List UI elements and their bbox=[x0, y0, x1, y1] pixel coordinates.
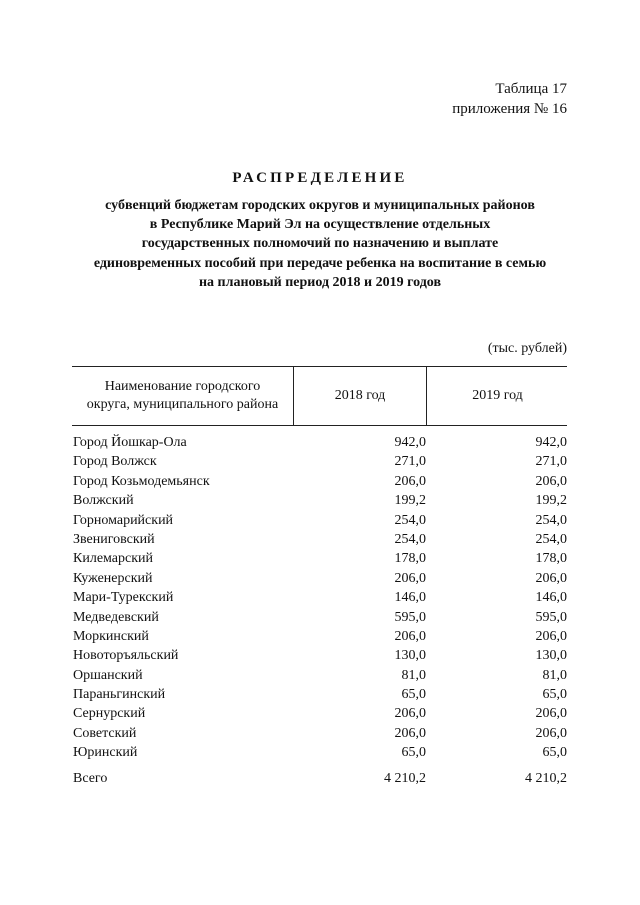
value-2019: 206,0 bbox=[535, 706, 567, 722]
district-name: Сернурский bbox=[73, 706, 146, 722]
value-2019: 254,0 bbox=[535, 531, 567, 547]
value-2018: 595,0 bbox=[394, 609, 426, 625]
appendix-reference bbox=[452, 79, 567, 119]
value-2019: 254,0 bbox=[535, 512, 567, 528]
district-name: Моркинский bbox=[73, 628, 149, 644]
value-2018: 206,0 bbox=[394, 473, 426, 489]
value-2018: 206,0 bbox=[394, 706, 426, 722]
column-header-2019: 2019 год bbox=[472, 388, 523, 403]
subtitle-line: субвенций бюджетам городских округов и муниципальных районов bbox=[105, 198, 535, 213]
district-name: Советский bbox=[73, 725, 137, 741]
district-name: Мари-Турекский bbox=[73, 590, 174, 606]
value-2019: 206,0 bbox=[535, 570, 567, 586]
district-name: Горномарийский bbox=[73, 512, 174, 528]
column-header-name-line2: округа, муниципального района bbox=[86, 397, 279, 412]
total-2019: 4 210,2 bbox=[525, 770, 567, 786]
district-name: Медведевский bbox=[73, 609, 159, 625]
value-2018: 206,0 bbox=[394, 628, 426, 644]
value-2018: 254,0 bbox=[394, 512, 426, 528]
district-name: Оршанский bbox=[73, 667, 143, 683]
table-row bbox=[72, 627, 567, 646]
total-label: Всего bbox=[73, 770, 108, 786]
table-row bbox=[72, 666, 567, 685]
value-2018: 942,0 bbox=[394, 435, 426, 450]
district-name: Куженерский bbox=[73, 570, 153, 586]
table-row bbox=[72, 472, 567, 491]
column-header-name bbox=[72, 367, 294, 425]
subtitle-line: государственных полномочий по назначению и выплате bbox=[141, 236, 499, 252]
district-name: Параньгинский bbox=[73, 687, 166, 703]
table-header bbox=[72, 366, 567, 426]
district-name: Город Йошкар-Ола bbox=[73, 435, 187, 450]
value-2019: 65,0 bbox=[542, 687, 567, 703]
value-2019: 206,0 bbox=[535, 628, 567, 644]
table-row bbox=[72, 724, 567, 743]
document-subtitle bbox=[60, 196, 580, 292]
value-2019: 595,0 bbox=[535, 609, 567, 625]
table-row bbox=[72, 433, 567, 452]
value-2018: 199,2 bbox=[394, 493, 426, 509]
value-2019: 81,0 bbox=[542, 667, 567, 683]
column-header-name-line1: Наименование городского bbox=[104, 379, 261, 394]
table-row bbox=[72, 704, 567, 723]
district-name: Килемарский bbox=[73, 551, 154, 567]
district-name: Город Козьмодемьянск bbox=[73, 473, 210, 489]
value-2019: 271,0 bbox=[535, 454, 567, 470]
value-2018: 271,0 bbox=[394, 454, 426, 470]
value-2018: 206,0 bbox=[394, 725, 426, 741]
table-row bbox=[72, 588, 567, 607]
value-2018: 178,0 bbox=[394, 551, 426, 567]
table-row bbox=[72, 549, 567, 568]
value-2019: 65,0 bbox=[542, 745, 567, 761]
district-name: Новоторъяльский bbox=[73, 648, 179, 664]
table-row bbox=[72, 452, 567, 471]
value-2019: 199,2 bbox=[535, 493, 567, 509]
table-row bbox=[72, 646, 567, 665]
total-row bbox=[72, 769, 567, 788]
value-2018: 65,0 bbox=[401, 745, 426, 761]
value-2018: 65,0 bbox=[401, 687, 426, 703]
district-name: Звениговский bbox=[73, 531, 155, 547]
table-number: Таблица 17 bbox=[495, 81, 567, 97]
value-2018: 146,0 bbox=[394, 590, 426, 606]
unit-label: (тыс. рублей) bbox=[487, 341, 567, 356]
value-2019: 130,0 bbox=[535, 648, 567, 664]
value-2018: 206,0 bbox=[394, 570, 426, 586]
total-2018: 4 210,2 bbox=[384, 770, 426, 786]
value-2019: 206,0 bbox=[535, 725, 567, 741]
document-title: РАСПРЕДЕЛЕНИЕ bbox=[232, 170, 408, 186]
table-row bbox=[72, 608, 567, 627]
subtitle-line: единовременных пособий при передаче ребенка на воспитание в семью bbox=[93, 255, 547, 271]
value-2019: 942,0 bbox=[535, 435, 567, 450]
value-2018: 130,0 bbox=[394, 648, 426, 664]
column-header-2018: 2018 год bbox=[294, 367, 427, 425]
table-row bbox=[72, 685, 567, 704]
value-2019: 146,0 bbox=[535, 590, 567, 606]
district-name: Город Волжск bbox=[73, 454, 157, 470]
subvention-table bbox=[72, 366, 567, 788]
table-row bbox=[72, 530, 567, 549]
subtitle-line: на плановый период 2018 и 2019 годов bbox=[198, 274, 442, 290]
subtitle-line: в Республике Марий Эл на осуществление отдельных bbox=[149, 217, 491, 233]
table-row bbox=[72, 743, 567, 762]
value-2018: 254,0 bbox=[394, 531, 426, 547]
appendix-number: приложения № 16 bbox=[452, 101, 567, 117]
table-row bbox=[72, 511, 567, 530]
district-name: Юринский bbox=[73, 745, 138, 761]
table-body bbox=[72, 433, 567, 763]
value-2019: 178,0 bbox=[535, 551, 567, 567]
value-2018: 81,0 bbox=[401, 667, 426, 683]
table-row bbox=[72, 569, 567, 588]
district-name: Волжский bbox=[73, 493, 134, 509]
table-row bbox=[72, 491, 567, 510]
value-2019: 206,0 bbox=[535, 473, 567, 489]
